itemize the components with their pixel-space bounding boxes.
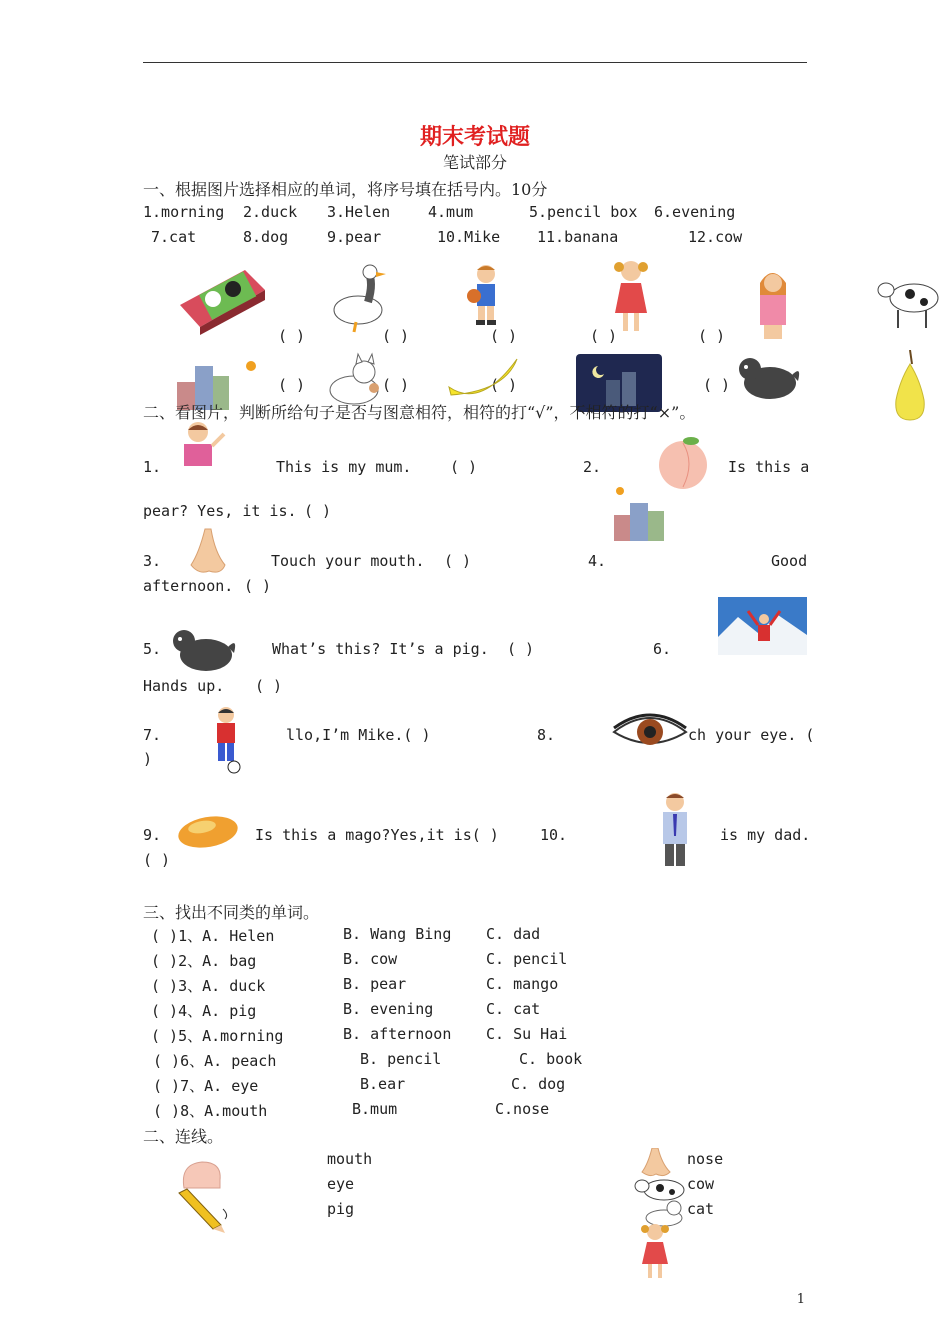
section3-heading: 三、找出不同类的单词。 xyxy=(143,903,320,922)
odd-one-out-option: B. cow xyxy=(343,950,398,968)
question-number: 6. xyxy=(653,640,672,658)
odd-one-out-option: C. mango xyxy=(486,975,559,993)
pencil-icon xyxy=(175,1187,233,1235)
match-word-right[interactable]: cat xyxy=(687,1200,715,1218)
answer-bracket[interactable]: ( ) xyxy=(304,502,332,520)
boy-football-icon xyxy=(208,705,244,775)
match-word-left[interactable]: mouth xyxy=(327,1150,373,1168)
question-text: What’s this? It’s a pig. xyxy=(272,640,489,658)
question-text: Is this a mago?Yes,it is( ) xyxy=(255,826,499,844)
question-text: Is this a xyxy=(728,458,810,476)
odd-one-out-option: C. dog xyxy=(511,1075,566,1093)
hands-up-photo xyxy=(718,597,807,655)
word-option: 10.Mike xyxy=(437,228,501,246)
question-number: 2. xyxy=(583,458,602,476)
answer-bracket[interactable]: ( ) xyxy=(490,327,518,345)
mum-icon xyxy=(752,263,794,341)
question-text: is my dad. xyxy=(720,826,811,844)
word-option: 12.cow xyxy=(688,228,743,246)
header-rule xyxy=(143,62,807,63)
question-text-cont: ) xyxy=(143,750,153,768)
page-subtitle: 笔试部分 xyxy=(442,153,507,172)
answer-bracket[interactable]: ( ) xyxy=(244,577,272,595)
odd-one-out-option: C.nose xyxy=(495,1100,550,1118)
boy-basketball-icon xyxy=(462,262,507,337)
answer-bracket[interactable]: ( ) xyxy=(450,458,478,476)
answer-bracket[interactable]: ( ) xyxy=(382,376,410,394)
question-text-cont: pear? Yes, it is. xyxy=(143,502,297,520)
question-number: 1. xyxy=(143,458,162,476)
odd-one-out-item[interactable]: ( )4、A. pig xyxy=(151,1002,257,1020)
page-title: 期末考试题 xyxy=(419,125,530,150)
odd-one-out-item[interactable]: ( )8、A.mouth xyxy=(153,1102,268,1120)
nose-icon xyxy=(185,527,230,577)
eye-icon xyxy=(612,710,688,754)
dog-icon xyxy=(736,351,804,407)
word-option: 2.duck xyxy=(243,203,298,221)
answer-bracket[interactable]: ( ) xyxy=(382,327,410,345)
match-word-right[interactable]: cow xyxy=(687,1175,715,1193)
mum-waving-icon xyxy=(168,420,230,472)
question-number: 10. xyxy=(540,826,568,844)
odd-one-out-option: C. dad xyxy=(486,925,541,943)
odd-one-out-option: B. pear xyxy=(343,975,407,993)
question-text: Touch your mouth. xyxy=(271,552,425,570)
match-word-right[interactable]: nose xyxy=(687,1150,724,1168)
question-number: 5. xyxy=(143,640,162,658)
odd-one-out-item[interactable]: ( )6、A. peach xyxy=(153,1052,277,1070)
duck-icon xyxy=(328,262,388,334)
answer-bracket[interactable]: ( ) xyxy=(278,327,306,345)
odd-one-out-option: C. book xyxy=(519,1050,583,1068)
banana-icon xyxy=(445,355,521,405)
question-text: Good xyxy=(771,552,808,570)
odd-one-out-item[interactable]: ( )7、A. eye xyxy=(153,1077,259,1095)
odd-one-out-option: B. Wang Bing xyxy=(343,925,452,943)
odd-one-out-option: B. afternoon xyxy=(343,1025,452,1043)
odd-one-out-option: B. evening xyxy=(343,1000,434,1018)
word-option: 11.banana xyxy=(537,228,619,246)
pencil-box-icon xyxy=(175,265,270,335)
question-number: 7. xyxy=(143,726,162,744)
section2-heading: 二、看图片，判断所给句子是否与图意相符，相符的打“√”，不相符的打“×”。 xyxy=(143,403,696,422)
odd-one-out-item[interactable]: ( )3、A. duck xyxy=(151,977,266,995)
odd-one-out-option: C. cat xyxy=(486,1000,541,1018)
odd-one-out-option: C. pencil xyxy=(486,950,568,968)
peach-icon xyxy=(655,433,711,493)
section4-heading: 二、连线。 xyxy=(143,1127,224,1146)
question-text: This is my mum. xyxy=(276,458,412,476)
section1-heading: 一、根据图片选择相应的单词，将序号填在括号内。10分 xyxy=(143,180,548,199)
odd-one-out-item[interactable]: ( )5、A.morning xyxy=(151,1027,284,1045)
page-number: 1 xyxy=(796,1292,805,1307)
dog-icon xyxy=(170,625,240,679)
word-option: 9.pear xyxy=(327,228,382,246)
answer-bracket[interactable]: ( ) xyxy=(444,552,472,570)
dad-icon xyxy=(657,790,693,870)
word-option: 8.dog xyxy=(243,228,289,246)
odd-one-out-option: B.ear xyxy=(360,1075,406,1093)
question-number: 4. xyxy=(588,552,607,570)
question-number: 8. xyxy=(537,726,556,744)
odd-one-out-option: B.mum xyxy=(352,1100,398,1118)
question-text-cont: Hands up. xyxy=(143,677,225,695)
answer-bracket[interactable]: ( ) xyxy=(698,327,726,345)
answer-bracket[interactable]: ( ) xyxy=(590,327,618,345)
pear-icon xyxy=(890,350,930,422)
odd-one-out-option: B. pencil xyxy=(360,1050,442,1068)
odd-one-out-item[interactable]: ( )1、A. Helen xyxy=(151,927,275,945)
word-option: 7.cat xyxy=(151,228,197,246)
answer-bracket[interactable]: ( ) xyxy=(490,376,518,394)
answer-bracket[interactable]: ( ) xyxy=(703,376,731,394)
question-number: 3. xyxy=(143,552,162,570)
answer-bracket[interactable]: ( ) xyxy=(143,851,171,869)
question-text: ch your eye. ( xyxy=(688,726,815,744)
word-option: 4.mum xyxy=(428,203,474,221)
odd-one-out-item[interactable]: ( )2、A. bag xyxy=(151,952,257,970)
word-option: 5.pencil box xyxy=(529,203,638,221)
odd-one-out-option: C. Su Hai xyxy=(486,1025,568,1043)
answer-bracket[interactable]: ( ) xyxy=(255,677,283,695)
word-option: 3.Helen xyxy=(327,203,391,221)
buildings-afternoon-icon xyxy=(610,485,672,547)
answer-bracket[interactable]: ( ) xyxy=(278,376,306,394)
question-text-cont: afternoon. xyxy=(143,577,234,595)
question-text: llo,I’m Mike.( ) xyxy=(286,726,431,744)
match-word-left[interactable]: eye xyxy=(327,1175,355,1193)
answer-bracket[interactable]: ( ) xyxy=(507,640,535,658)
mango-icon xyxy=(176,813,240,851)
cow-icon xyxy=(876,270,942,332)
question-number: 9. xyxy=(143,826,162,844)
ear-icon xyxy=(178,1160,224,1190)
nose-icon xyxy=(638,1148,672,1178)
word-option: 1.morning xyxy=(143,203,225,221)
word-option: 6.evening xyxy=(654,203,736,221)
match-word-left[interactable]: pig xyxy=(327,1200,355,1218)
girl-helen-icon xyxy=(603,257,658,341)
girl-icon xyxy=(636,1222,674,1284)
